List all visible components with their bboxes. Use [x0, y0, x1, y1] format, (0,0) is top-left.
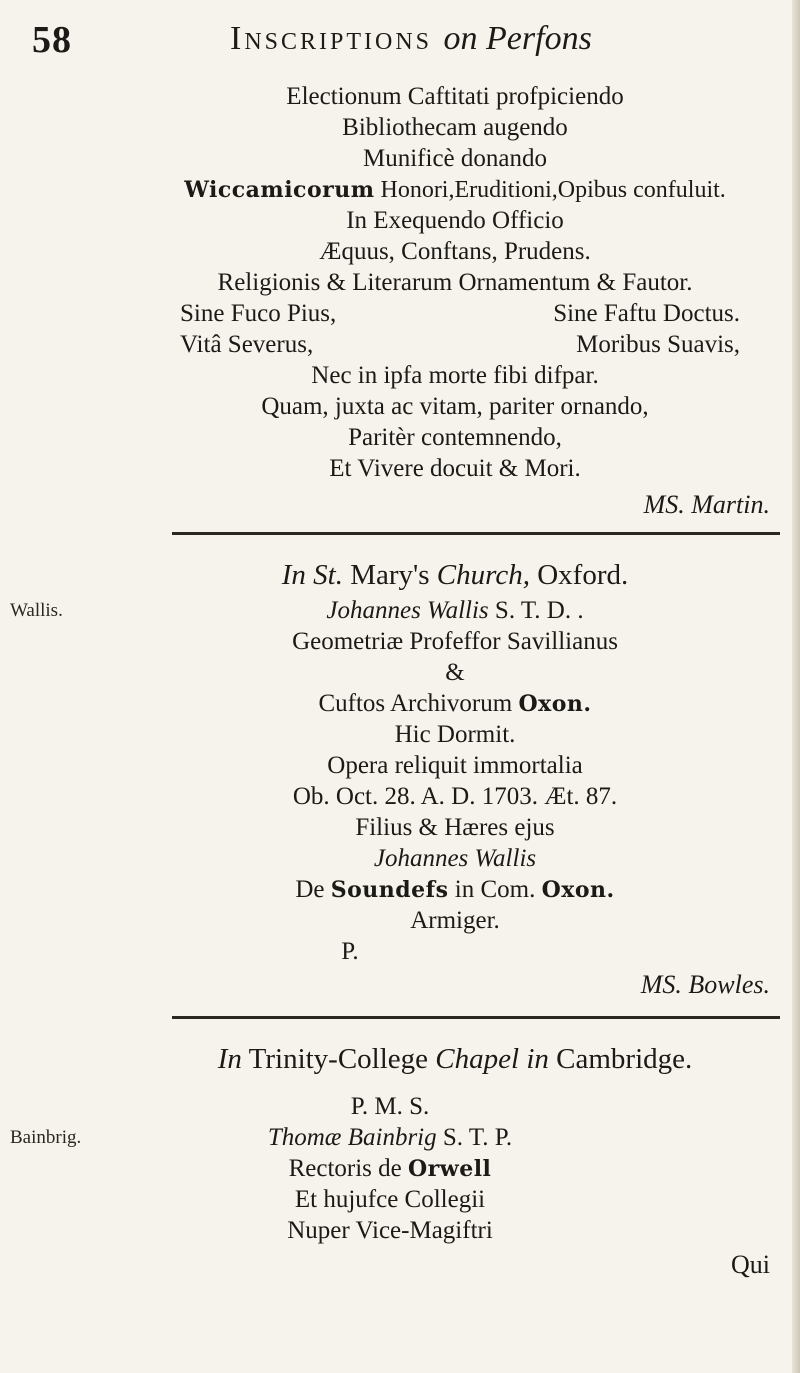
heading-church: Church,: [436, 559, 530, 591]
heading-in: In: [217, 1043, 242, 1075]
page-number: 58: [32, 19, 72, 61]
inscription-line: Filius & Hæres ejus: [355, 814, 555, 841]
pair-left: Vitâ Severus,: [180, 331, 314, 358]
person-name: Johannes Wallis: [373, 845, 537, 872]
running-head-caps: Inscriptions: [230, 20, 433, 57]
section-heading: [130, 560, 780, 590]
inscription-line: Ob. Oct. 28. A. D. 1703. Æt. 87.: [292, 783, 618, 810]
running-head-italic: on Perfons: [443, 20, 592, 57]
line-rest: Honori,Eruditioni,Opibus confuluit.: [374, 177, 726, 203]
margin-note: Wallis.: [10, 600, 63, 621]
heading-place: Cambridge.: [556, 1043, 693, 1075]
blackletter-word: Orwell: [408, 1156, 492, 1182]
page-edge: [792, 0, 800, 1373]
line-rest: S. T. P.: [436, 1124, 513, 1151]
blackletter-word: Oxon.: [541, 877, 615, 903]
line-text: De: [295, 876, 325, 903]
inscription-line: [130, 875, 780, 905]
inscription-line: Paritèr contemnendo,: [348, 424, 562, 451]
manuscript-source: MS. Bowles.: [640, 970, 770, 999]
page-header: [0, 18, 800, 78]
inscription-line: Hic Dormit.: [394, 721, 516, 748]
line-text: Rectoris de: [288, 1155, 408, 1182]
running-head: [230, 20, 592, 58]
heading-place: Oxford.: [537, 559, 629, 591]
pair-right: Sine Faftu Doctus.: [553, 300, 740, 327]
inscription-line: &: [445, 659, 465, 686]
catchword: Qui: [731, 1250, 770, 1279]
blackletter-word: Soundefs: [330, 877, 449, 903]
inscription-line: Opera reliquit immortalia: [327, 752, 583, 779]
inscription-line: Nec in ipfa morte fibi difpar.: [311, 362, 599, 389]
inscription-line: Æquus, Conftans, Prudens.: [319, 238, 591, 265]
inscription-line: P.: [341, 938, 359, 965]
inscription-line: [130, 1123, 650, 1153]
inscription-line: In Exequendo Officio: [346, 207, 564, 234]
inscription-line: P. M. S.: [350, 1093, 430, 1120]
pair-left: Sine Fuco Pius,: [180, 300, 337, 327]
inscription-pair: [180, 299, 740, 329]
inscription-line: Nuper Vice-Magiftri: [287, 1217, 493, 1244]
margin-note: Bainbrig.: [10, 1127, 82, 1148]
blackletter-word: Oxon.: [518, 691, 592, 717]
section-divider: [172, 1016, 780, 1019]
heading-college: Trinity-College: [248, 1043, 429, 1075]
heading-in: In: [281, 559, 306, 591]
inscription-line: Bibliothecam augendo: [342, 114, 568, 141]
inscription-line: Et Vivere docuit & Mori.: [329, 455, 581, 482]
line-text: Cuftos Archivorum: [318, 690, 513, 717]
heading-chapel: Chapel in: [435, 1043, 549, 1075]
line-rest: S. T. D. .: [488, 597, 584, 624]
heading-mary: Mary's: [350, 559, 430, 591]
inscription-line: [130, 175, 780, 205]
person-name: Thomæ Bainbrig: [267, 1124, 437, 1151]
inscription-line: Religionis & Literarum Ornamentum & Fautor.: [217, 269, 693, 296]
inscription-line: Et hujufce Collegii: [294, 1186, 486, 1213]
manuscript-source: MS. Martin.: [643, 490, 770, 519]
inscription-line: Electionum Caftitati profpiciendo: [286, 83, 624, 110]
person-name: Johannes Wallis: [326, 597, 489, 624]
blackletter-word: Wiccamicorum: [184, 177, 375, 203]
inscription-line: Geometriæ Profeffor Savillianus: [292, 628, 618, 655]
inscription-line: [130, 596, 780, 626]
line-rest: in Com.: [448, 876, 536, 903]
inscription-line: [130, 1154, 650, 1184]
heading-st: St.: [313, 559, 343, 591]
inscription-line: Armiger.: [410, 907, 500, 934]
pair-right: Moribus Suavis,: [576, 331, 740, 358]
inscription-line: Munificè donando: [363, 145, 547, 172]
inscription-pair: [180, 330, 740, 360]
inscription-line: [130, 689, 780, 719]
section-divider: [172, 532, 780, 535]
section-heading: [130, 1044, 780, 1074]
inscription-line: Quam, juxta ac vitam, pariter ornando,: [261, 393, 649, 420]
